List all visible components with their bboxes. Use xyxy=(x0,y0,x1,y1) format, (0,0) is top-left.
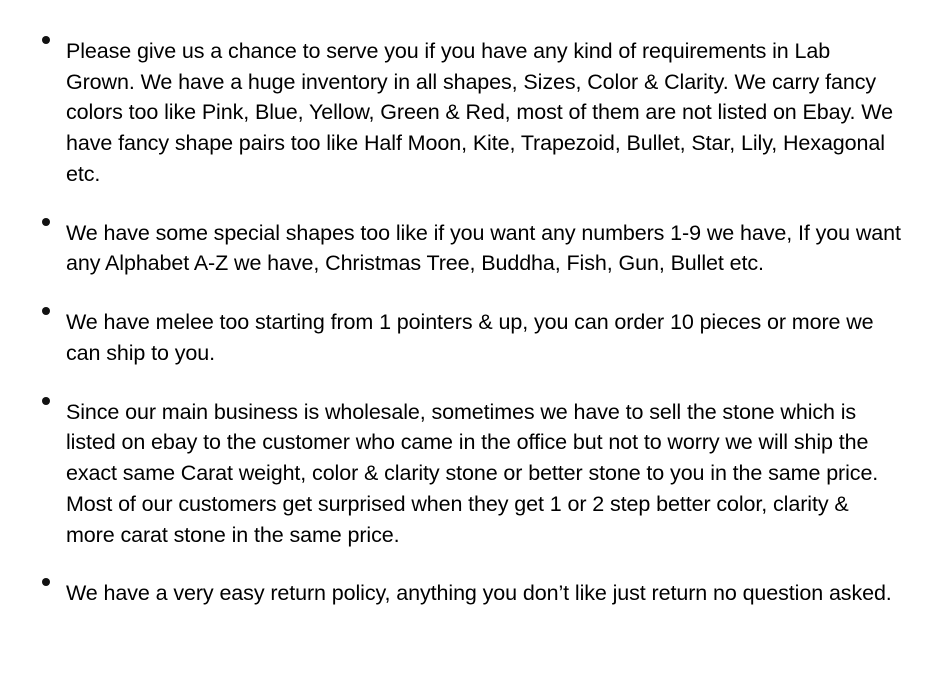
bullet-dot-icon xyxy=(42,578,50,586)
list-item-text: Please give us a chance to serve you if you have any kind of requirements in Lab Grown. We have a huge inventory in all shapes, Sizes, Color & Clarity. We carry fancy colors too like Pink, Blue, Yellow, Green & Red, most of them are not listed on Ebay. We have fancy shape pairs too like Half Moon, Kite, Trapezoid, Bullet, Star, Lily, Hexagonal etc. xyxy=(66,39,893,186)
list-item xyxy=(40,578,903,609)
list-item-text: We have melee too starting from 1 pointers & up, you can order 10 pieces or more we can ship to you. xyxy=(66,310,874,365)
bullet-dot-icon xyxy=(42,397,50,405)
list-item-text: We have some special shapes too like if you want any numbers 1-9 we have, If you want any Alphabet A-Z we have, Christmas Tree, Buddha, Fish, Gun, Bullet etc. xyxy=(66,220,901,276)
bullet-dot-icon xyxy=(42,307,50,315)
list-item xyxy=(40,307,903,368)
list-item xyxy=(40,218,903,279)
list-item-text: Since our main business is wholesale, sometimes we have to sell the stone which is listed on ebay to the customer who came in the office but not to worry we will ship the exact same Carat weight, color & clarity stone or better stone to you in the same price. Most of our customers get surprised when they get 1 or 2 step better color, clarity & more carat stone in the same price. xyxy=(66,399,879,547)
policy-bullet-list xyxy=(40,36,903,609)
list-item xyxy=(40,36,903,190)
bullet-dot-icon xyxy=(42,36,50,44)
list-item-text: We have a very easy return policy, anything you don’t like just return no question asked. xyxy=(66,581,892,606)
list-item xyxy=(40,397,903,551)
bullet-dot-icon xyxy=(42,218,50,226)
